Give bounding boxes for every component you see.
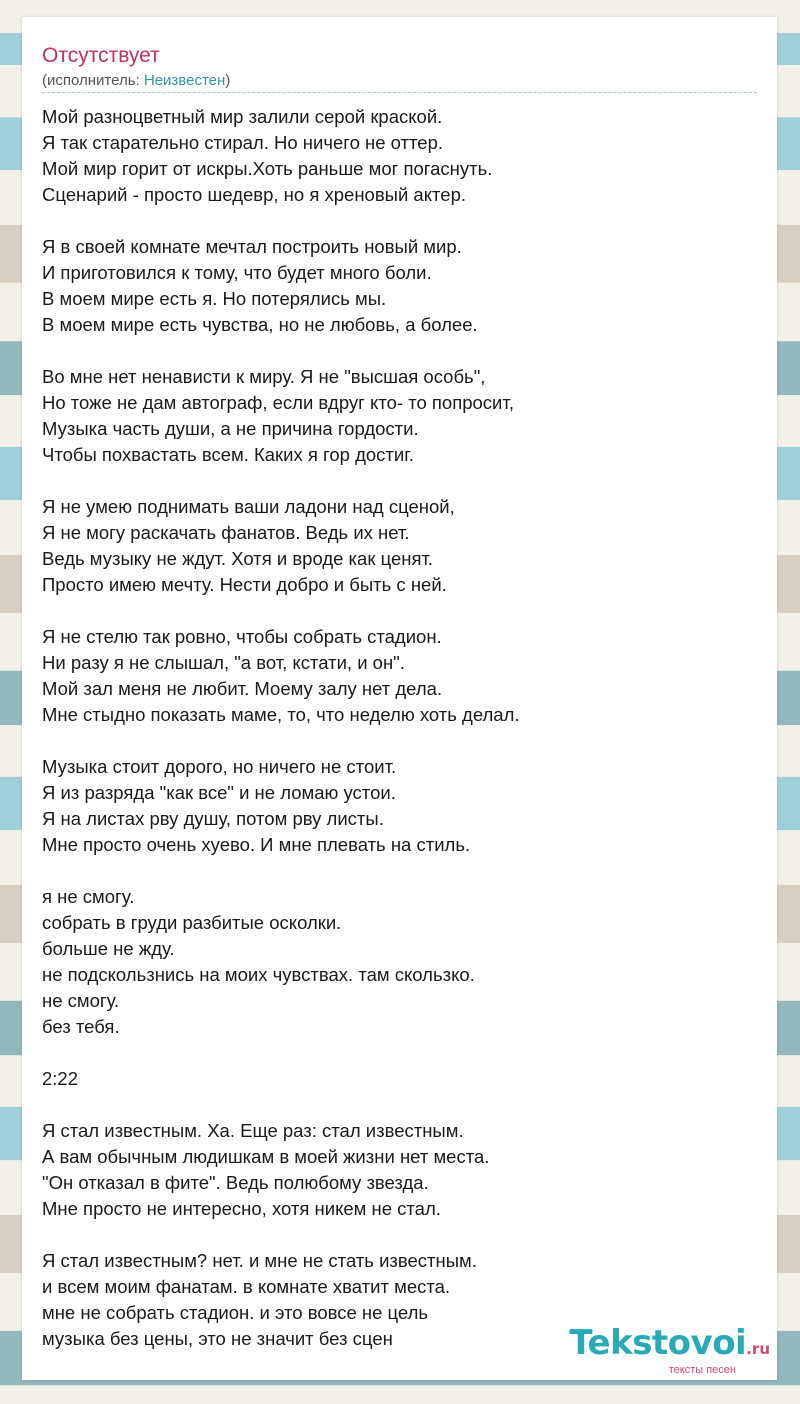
lyric-line: Я стал известным? нет. и мне не стать известным. xyxy=(42,1250,477,1271)
artist-prefix: (исполнитель: xyxy=(42,72,144,89)
lyric-line: В моем мире есть чувства, но не любовь, а более. xyxy=(42,314,478,335)
lyric-line: Мне стыдно показать маме, то, что неделю хоть делал. xyxy=(42,704,520,725)
lyric-line: Музыка стоит дорого, но ничего не стоит. xyxy=(42,756,397,777)
artist-name-link[interactable]: Неизвестен xyxy=(143,72,226,89)
lyric-line: мне не собрать стадион. и это вовсе не цель xyxy=(42,1302,429,1323)
stanza-break xyxy=(42,598,757,624)
lyric-line: Просто имею мечту. Нести добро и быть с ней. xyxy=(42,574,447,595)
lyric-line: не подскользнись на моих чувствах. там скользко. xyxy=(42,964,475,985)
logo-tld: .ru xyxy=(746,1340,770,1358)
lyric-line: без тебя. xyxy=(42,1016,120,1037)
lyric-line: Я на листах рву душу, потом рву листы. xyxy=(42,808,384,829)
lyric-line: Мой зал меня не любит. Моему залу нет дела. xyxy=(42,678,443,699)
lyric-line: Мой мир горит от искры.Хоть раньше мог погаснуть. xyxy=(42,158,493,179)
lyrics-text xyxy=(42,104,757,1352)
lyric-line: Я не умею поднимать ваши ладони над сценой, xyxy=(42,496,455,517)
stanza-break xyxy=(42,1092,757,1118)
lyric-line: я не смогу. xyxy=(42,886,135,907)
stanza-break xyxy=(42,338,757,364)
lyric-line: Во мне нет ненависти к миру. Я не "высшая особь", xyxy=(42,366,486,387)
stanza-break xyxy=(42,728,757,754)
lyric-line: Я не стелю так ровно, чтобы собрать стадион. xyxy=(42,626,442,647)
lyric-line: Ни разу я не слышал, "а вот, кстати, и он". xyxy=(42,652,405,673)
site-logo[interactable] xyxy=(569,1323,770,1376)
stanza-break xyxy=(42,1222,757,1248)
lyric-line: Чтобы похвастать всем. Каких я гор достиг. xyxy=(42,444,414,465)
stanza-break xyxy=(42,468,757,494)
lyric-line: И приготовился к тому, что будет много боли. xyxy=(42,262,432,283)
lyric-line: А вам обычным людишкам в моей жизни нет места. xyxy=(42,1146,490,1167)
lyric-line: "Он отказал в фите". Ведь полюбому звезда. xyxy=(42,1172,429,1193)
lyric-line: Мне просто не интересно, хотя никем не стал. xyxy=(42,1198,441,1219)
lyric-line: и всем моим фанатам. в комнате хватит места. xyxy=(42,1276,451,1297)
lyric-line: музыка без цены, это не значит без сцен xyxy=(42,1328,393,1349)
song-title: Отсутствует xyxy=(42,44,160,67)
lyric-line: Я не могу раскачать фанатов. Ведь их нет. xyxy=(42,522,410,543)
lyric-line: Я в своей комнате мечтал построить новый мир. xyxy=(42,236,462,257)
lyric-line: Мой разноцветный мир залили серой краской. xyxy=(42,106,443,127)
logo-tagline: тексты песен xyxy=(668,1364,736,1376)
lyric-line: Ведь музыку не ждут. Хотя и вроде как ценят. xyxy=(42,548,434,569)
artist-suffix: ) xyxy=(225,72,231,89)
lyric-line: собрать в груди разбитые осколки. xyxy=(42,912,342,933)
artist-line xyxy=(42,72,230,90)
title-divider xyxy=(42,92,757,93)
stanza-break xyxy=(42,858,757,884)
lyric-line: Я стал известным. Ха. Еще раз: стал известным. xyxy=(42,1120,464,1141)
lyric-line: больше не жду. xyxy=(42,938,175,959)
logo-wordmark xyxy=(569,1323,770,1366)
lyric-line: В моем мире есть я. Но потерялись мы. xyxy=(42,288,387,309)
lyric-line: Музыка часть души, а не причина гордости. xyxy=(42,418,419,439)
lyric-line: Но тоже не дам автограф, если вдруг кто- то попросит, xyxy=(42,392,514,413)
lyric-line: Я из разряда "как все" и не ломаю устои. xyxy=(42,782,396,803)
lyric-line: не смогу. xyxy=(42,990,120,1011)
lyric-line: 2:22 xyxy=(42,1068,79,1089)
lyric-line: Я так старательно стирал. Но ничего не оттер. xyxy=(42,132,444,153)
stanza-break xyxy=(42,1040,757,1066)
stanza-break xyxy=(42,208,757,234)
lyric-line: Мне просто очень хуево. И мне плевать на стиль. xyxy=(42,834,471,855)
lyric-line: Сценарий - просто шедевр, но я хреновый актер. xyxy=(42,184,466,205)
lyrics-card xyxy=(22,17,777,1380)
logo-brand: Tekstovoi xyxy=(569,1323,747,1363)
